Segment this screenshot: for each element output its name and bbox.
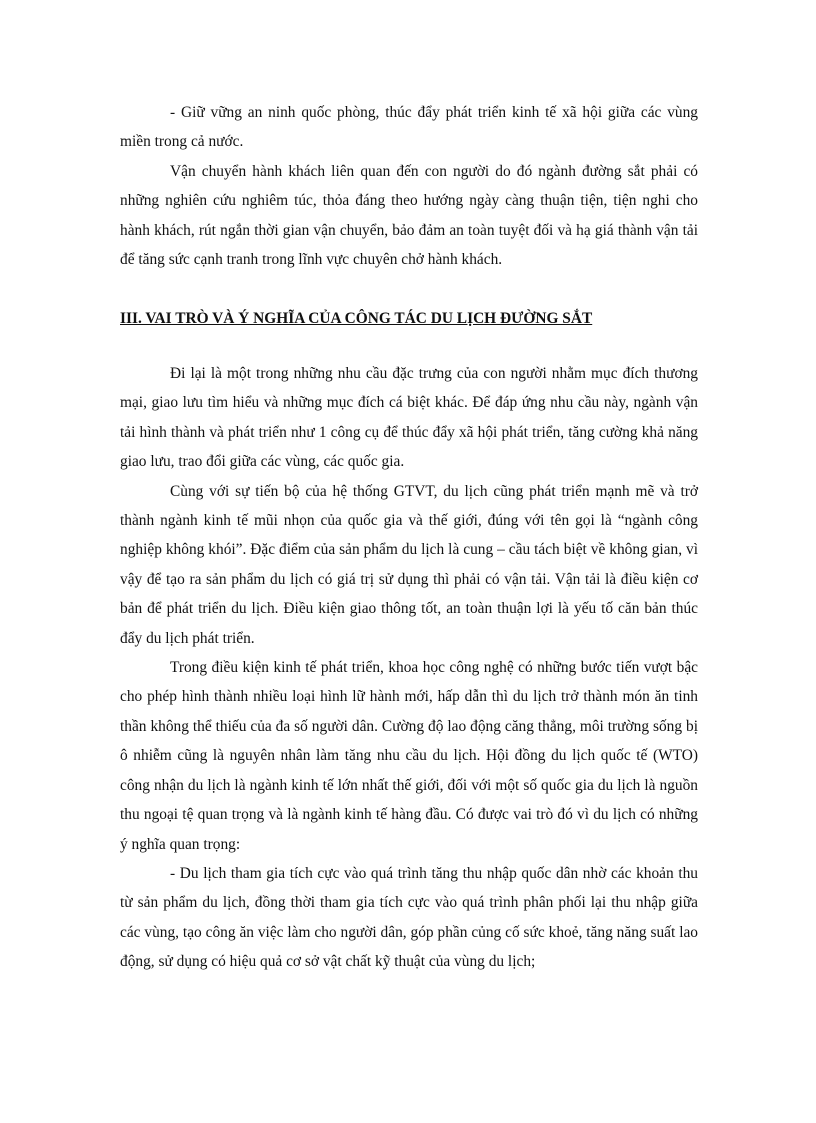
paragraph-passenger-transport: Vận chuyển hành khách liên quan đến con người do đó ngành đường sắt phải có những nghiên cứu nghiêm túc, thỏa đáng theo hướng ngày càng thuận tiện, tiện nghi cho hành khách, rút ngắn thời gian vận chuyển, bảo đảm an toàn tuyệt đối và hạ giá thành vận tải để tăng sức cạnh tranh trong lĩnh vực chuyên chở hành khách. xyxy=(120,162,698,269)
paragraph-transport-tourism: Cùng với sự tiến bộ của hệ thống GTVT, du lịch cũng phát triển mạnh mẽ và trở thành ngành kinh tế mũi nhọn của quốc gia và thế giới, đúng với tên gọi là “ngành công nghiệp không khói”. Đặc điểm của sản phẩm du lịch là cung – cầu tách biệt về không gian, vì vậy để tạo ra sản phẩm du lịch có giá trị sử dụng thì phải có vận tải. Vận tải là điều kiện cơ bản để phát triển du lịch. Điều kiện giao thông tốt, an toàn thuận lợi là yếu tố căn bản thúc đẩy du lịch phát triển. xyxy=(120,482,698,647)
section-text-block xyxy=(120,359,698,977)
section-heading: III. VAI TRÒ VÀ Ý NGHĨA CỦA CÔNG TÁC DU LỊCH ĐƯỜNG SẮT xyxy=(120,310,593,327)
paragraph-security-development: - Giữ vững an ninh quốc phòng, thúc đẩy phát triển kinh tế xã hội giữa các vùng miền trong cả nước. xyxy=(120,104,698,151)
paragraph-economic-role: Trong điều kiện kinh tế phát triển, khoa học công nghệ có những bước tiến vượt bậc cho phép hình thành nhiều loại hình lữ hành mới, hấp dẫn thì du lịch trở thành món ăn tinh thần không thể thiếu của đa số người dân. Cường độ lao động căng thẳng, môi trường sống bị ô nhiễm cũng là nguyên nhân làm tăng nhu cầu du lịch. Hội đồng du lịch quốc tế (WTO) công nhận du lịch là ngành kinh tế lớn nhất thế giới, đối với một số quốc gia du lịch là nguồn thu ngoại tệ quan trọng và là ngành kinh tế hàng đầu. Có được vai trò đó vì du lịch có những ý nghĩa quan trọng: xyxy=(120,659,698,853)
paragraph-travel-needs: Đi lại là một trong những nhu cầu đặc trưng của con người nhằm mục đích thương mại, giao lưu tìm hiểu và những mục đích cá biệt khác. Để đáp ứng nhu cầu này, ngành vận tải hình thành và phát triển như 1 công cụ để thúc đẩy xã hội phát triển, tăng cường khả năng giao lưu, trao đổi giữa các vùng, các quốc gia. xyxy=(120,365,698,471)
paragraph-income-benefits: - Du lịch tham gia tích cực vào quá trình tăng thu nhập quốc dân nhờ các khoản thu từ sản phẩm du lịch, đồng thời tham gia tích cực vào quá trình phân phối lại thu nhập giữa các vùng, tạo công ăn việc làm cho người dân, góp phần củng cố sức khoẻ, tăng năng suất lao động, sử dụng có hiệu quả cơ sở vật chất kỹ thuật của vùng du lịch; xyxy=(120,864,698,971)
intro-text-block xyxy=(120,98,698,274)
